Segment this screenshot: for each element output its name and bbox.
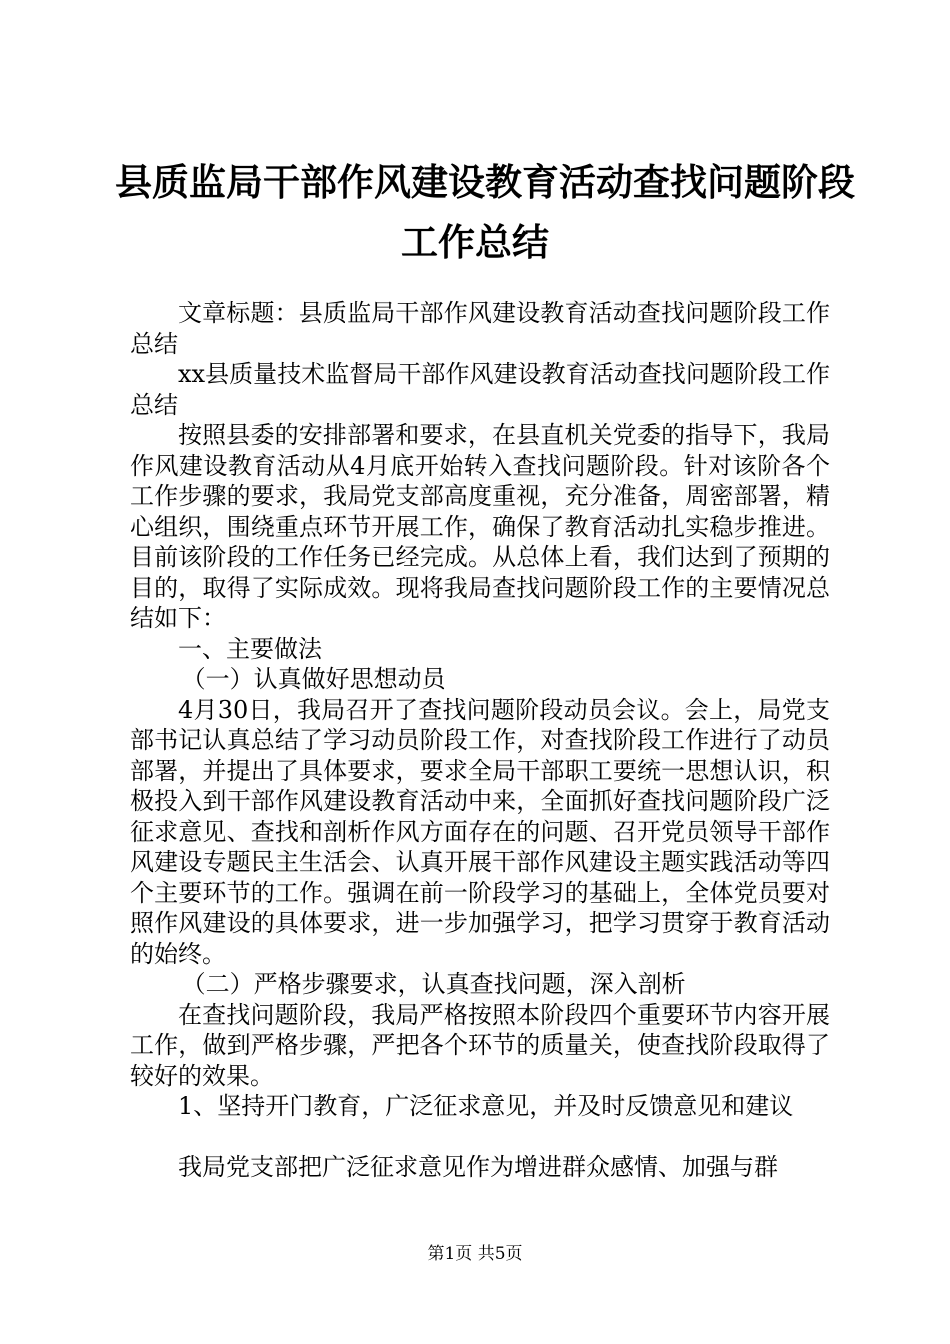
article-title-paragraph: 文章标题：县质监局干部作风建设教育活动查找问题阶段工作总结 bbox=[130, 299, 830, 358]
section-heading-main-practices: 一、主要做法 bbox=[178, 634, 322, 663]
page-footer: 第1页 共5页 bbox=[427, 1244, 523, 1264]
open-door-paragraph: 我局党支部把广泛征求意见作为增进群众感情、加强与群 bbox=[178, 1152, 778, 1181]
find-problems-paragraph: 在查找问题阶段，我局严格按照本阶段四个重要环节内容开展工作，做到严格步骤，严把各个环节的质量关，使查找阶段取得了较好的效果。 bbox=[130, 1000, 830, 1090]
document-title-line-2: 工作总结 bbox=[401, 221, 549, 264]
mobilization-paragraph: 4月30日，我局召开了查找问题阶段动员会议。会上，局党支部书记认真总结了学习动员阶段工作，对查找阶段工作进行了动员部署，并提出了具体要求，要求全局干部职工要统一思想认识，积极投入到干部作风建设教育活动中来，全面抓好查找问题阶段广泛征求意见、查找和剖析作风方面存在的问题、召开党员领导干部作风建设专题民主生活会、认真开展干部作风建设主题实践活动等四个主要环节的工作。强调在前一阶段学习的基础上，全体党员要对照作风建设的具体要求，进一步加强学习，把学习贯穿于教育活动的始终。 bbox=[130, 695, 830, 968]
document-body bbox=[130, 298, 830, 1182]
document-title-line-1: 县质监局干部作风建设教育活动查找问题阶段 bbox=[115, 161, 855, 204]
intro-paragraph: 按照县委的安排部署和要求，在县直机关党委的指导下，我局作风建设教育活动从4月底开始转入查找问题阶段。针对该阶各个工作步骤的要求，我局党支部高度重视，充分准备，周密部署，精心组织，围绕重点环节开展工作，确保了教育活动扎实稳步推进。目前该阶段的工作任务已经完成。从总体上看，我们达到了预期的目的，取得了实际成效。现将我局查找问题阶段工作的主要情况总结如下： bbox=[130, 421, 830, 632]
item-heading-open-door: 1、坚持开门教育，广泛征求意见，并及时反馈意见和建议 bbox=[178, 1092, 794, 1120]
subsection-heading-find-problems: （二）严格步骤要求，认真查找问题，深入剖析 bbox=[181, 970, 686, 998]
subtitle-paragraph: xx县质量技术监督局干部作风建设教育活动查找问题阶段工作总结 bbox=[130, 360, 830, 419]
subsection-heading-mobilization: （一）认真做好思想动员 bbox=[181, 665, 446, 693]
